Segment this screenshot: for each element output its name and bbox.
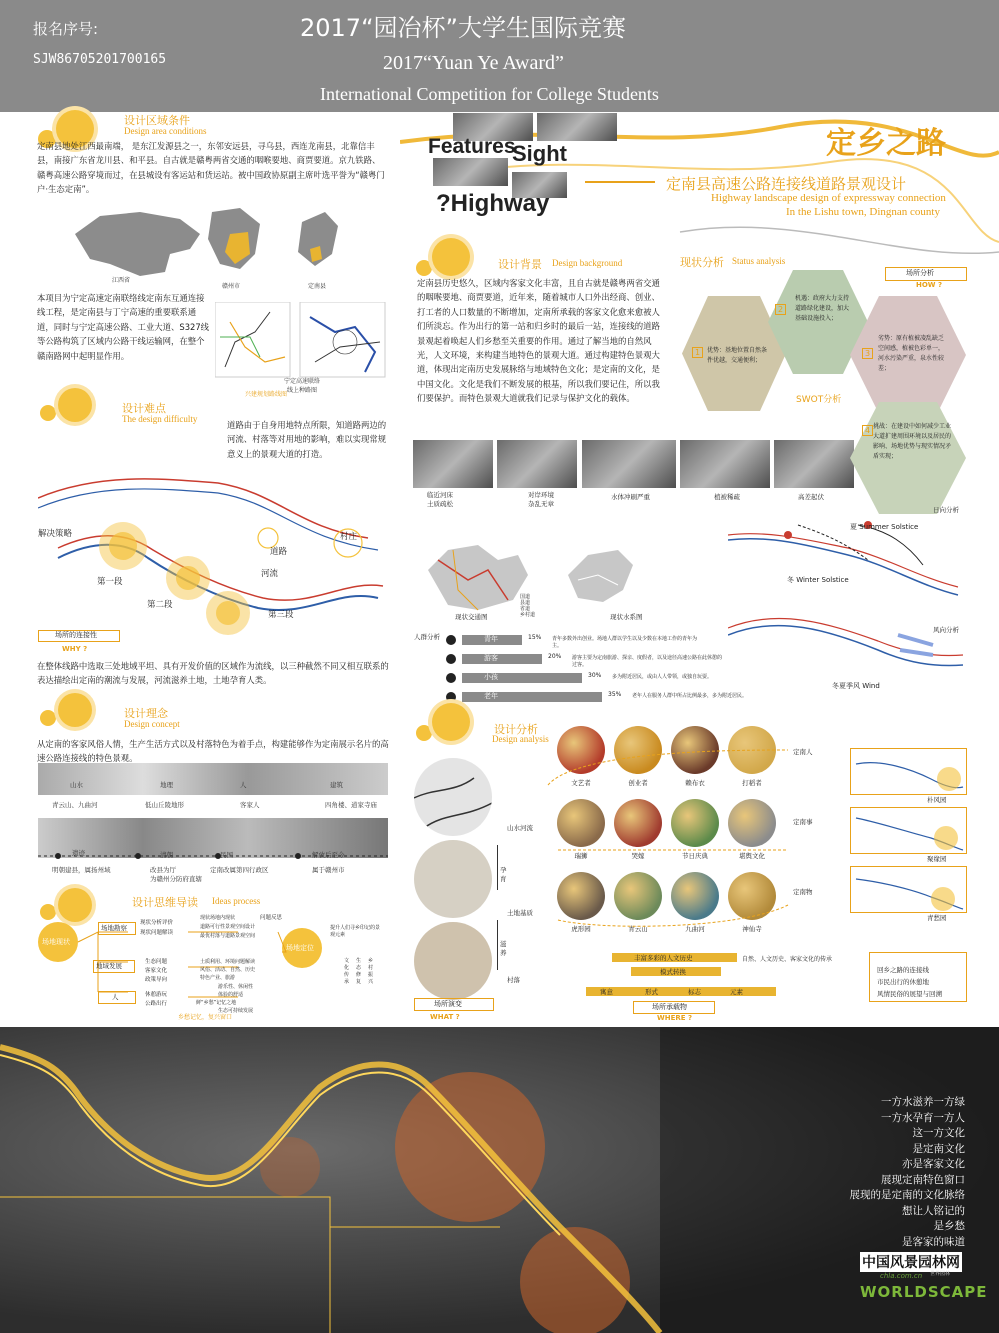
analysis-title-en: Design analysis: [492, 734, 549, 744]
background-text: 定南县历史悠久，区域内客家文化丰富，且自古就是赣粤两省交通的咽喉要地、商贾要道，近年来，随着城市人口外出经商、创业、打工者的人口数量的不断增加，定南所承载的客家文化愈来愈被人们所淡忘。作为出行的第一站和归乡时的最后一站，连接线的道路景观起着唤起人们乡愁至关重要的作用。通过了解当地的自然风光，人文环境，来构建当地特色的景观大道。通过构建特色景观大道，体现出定南历史发展脉络与地域特色文化；是定南的文化，是中国文化。文化是我们不断发展的根基，所以我们要记住，所以我们要保护。而特色景观大道就我们记录与保护文化的载体。: [417, 278, 660, 404]
carrier-label: 场所承载物: [652, 1003, 687, 1011]
arrow-line-2: [497, 920, 498, 970]
ideas-sub-3: 客家文化: [145, 968, 168, 974]
logo-brand-small: 世界园林: [930, 1271, 951, 1277]
hero-features-text: Features: [428, 135, 516, 158]
swot-text-1: 优势：基地位置自然条件优越，交通便利；: [707, 347, 768, 364]
wind-label: 冬夏季风 Wind: [832, 682, 880, 690]
culture-circle-label: 青云山: [628, 925, 648, 933]
project-subtitle-en2: In the Lishu town, Dingnan county: [786, 206, 940, 218]
crowd-desc: 青年多数外出创业。场地人群以学生以及少数在本地工作的青年为主。: [552, 636, 698, 649]
culture-circle-label: 文艺者: [571, 779, 591, 787]
flow-label-1: 丰富多彩的人文历史: [634, 954, 693, 962]
crowd-desc: 老年人在服务人群中所占比例最多，多为附近居民。: [632, 693, 748, 699]
ideas-left-node-label: 场地现状: [42, 938, 70, 946]
ideas-sub2-7: 体验的舒适: [218, 992, 244, 998]
crowd-row: [446, 652, 736, 666]
ideas-sub2-3: 土质利用、环境问题解读: [200, 959, 256, 965]
why-label: WHY ?: [62, 645, 88, 653]
status-photo-1: [413, 440, 493, 488]
right-caption-0: 朴风园: [927, 796, 947, 804]
ideas-goal-0: 问题反思: [260, 915, 283, 921]
analysis-side-2: 土地基质: [507, 909, 533, 917]
status-photo-2: [497, 440, 577, 488]
crowd-icon: [446, 635, 456, 645]
crowd-bar: [462, 654, 542, 664]
ideas-vertical-0: 文化传承: [344, 958, 350, 985]
status-photo-caption-2: 对岸环境 杂乱无章: [528, 491, 554, 508]
note-text: 回乡之路的连接线 市民出行的休憩地 风情民俗的展望与回溯: [877, 966, 942, 998]
where-label: WHERE ?: [657, 1014, 693, 1022]
background-title-en: Design background: [552, 258, 623, 268]
analysis-cat-2: 定南物: [793, 888, 813, 896]
ideas-sub2-4: 风俗、活动、自然、历史: [200, 967, 256, 973]
bullet-circle-large: [58, 388, 92, 422]
ideas-title-en: Ideas process: [212, 896, 261, 906]
poem-line-5: 展现定南特色窗口: [881, 1173, 965, 1186]
status-photo-caption-4: 植被稀疏: [714, 493, 740, 501]
poem-line-8: 是乡愁: [933, 1220, 965, 1232]
poem-line-9: 是客家的味道: [902, 1235, 965, 1248]
poem-block: [820, 1095, 965, 1250]
status-photo-3: [582, 440, 676, 488]
concept-row2b-1: 改县为厅 为赣州分防府直辖: [150, 866, 202, 883]
label-village: 村庄: [340, 532, 358, 542]
project-subtitle-cn: 定南县高速公路连接线道路景观设计: [666, 175, 907, 193]
bullet-circle-small: [40, 405, 56, 421]
bullet-circle-small: [416, 260, 432, 276]
analysis-title: 设计分析: [494, 723, 538, 736]
label-segment-1: 第一段: [97, 577, 123, 587]
concept-row1b-2: 客家人: [240, 801, 260, 809]
project-title: 定乡之路: [826, 126, 946, 161]
site-section-title-en: Design area conditions: [124, 126, 207, 136]
legend-1: 县道: [520, 600, 531, 606]
concept-row1-2: 人: [240, 781, 247, 789]
crowd-percent: 35%: [608, 691, 622, 698]
swot-label: SWOT分析: [796, 395, 842, 405]
culture-circle-label: 神仙寺: [742, 925, 762, 933]
flow-label-2: 模式转换: [660, 968, 686, 976]
poem-line-1: 一方水孕育一方人: [881, 1111, 965, 1124]
culture-circle-label: 虎形园: [571, 925, 591, 933]
legend-0: 国道: [520, 594, 531, 600]
ideas-sub2-8: 鲜“乡愁”记忆之地: [196, 1000, 237, 1006]
crowd-row: [446, 633, 736, 647]
map-label-jiangxi: 江西省: [112, 277, 131, 284]
ideas-sub2-1: 道路可行性景观空间设计: [200, 924, 256, 930]
culture-circle-label: 堪舆文化: [739, 852, 765, 860]
ideas-sub2-2: 最优村落与道路景观空间: [200, 933, 256, 939]
place-circle-1: [414, 758, 492, 836]
crowd-desc: 游客主要为定南旅游、探亲、度假者，以及途径高速公路在此休憩的过客。: [572, 655, 723, 668]
swot-num-4: 4: [862, 425, 873, 436]
swot-num-3: 3: [862, 348, 873, 359]
poem-line-3: 是定南文化: [912, 1142, 965, 1155]
ideas-sub2-5: 特色产业、旅游: [200, 975, 236, 981]
crowd-bar: [462, 673, 582, 683]
ideas-branch-0: 场地勘察: [101, 924, 127, 932]
ideas-branch-1: 地域发展: [96, 962, 122, 970]
status-title: 现状分析: [680, 256, 724, 269]
label-road: 道路: [270, 547, 288, 557]
site-description: 定南县地处江西最南端， 是东江发源县之一，东邻安远县，寻乌县，西连龙南县，北靠信丰县，南接广东省龙川县、和平县。自古就是赣粤两省交通的咽喉要地、商贾要道。京九铁路、赣粤高速公路穿境而过，在县城设有客运站和货运站。被中国政协原副主席叶选平誉为“赣粤门户·生态定南”。: [37, 141, 385, 195]
poem-line-4: 亦是客家文化: [902, 1158, 965, 1170]
winter-label: 冬 Winter Solstice: [787, 576, 849, 584]
status-photo-caption-5: 高差起伏: [798, 493, 824, 501]
swot-text-3: 劣势：原有植被凌乱缺乏空间感，植被色彩单一，河水污染严重，泉水性较差；: [878, 335, 945, 372]
concept-row1-1: 地理: [160, 781, 173, 789]
ideas-sub2-0: 现状场地内现状: [200, 915, 236, 921]
concept-strip-1: [38, 763, 388, 795]
crowd-icon: [446, 692, 456, 702]
concept-text: 从定南的客家风俗人情，生产生活方式以及村落特色为着手点，构建能够作为定南展示名片的高速公路连接线的特色景观。: [37, 739, 389, 764]
concept-row2-1: 清朝: [160, 851, 173, 859]
ideas-sub-5: 休憩游玩: [145, 992, 168, 998]
concept-title-en: Design concept: [124, 719, 180, 729]
ideas-sub-6: 公路出行: [145, 1001, 168, 1007]
logo-cn: 中国风景园林网: [860, 1252, 962, 1272]
difficulty-text: 道路由于自身用地特点所限，知道路两边的河流、村落等对用地的影响，难以实现常规意义上的景观大道的打造。: [227, 420, 387, 459]
swot-num-1: 1: [692, 347, 703, 358]
registration-label: 报名序号:: [33, 20, 99, 38]
ideas-title: 设计思维导读: [132, 896, 198, 909]
competition-title-en: 2017“Yuan Ye Award”: [383, 52, 564, 74]
swot-text-4: 挑战：在建设中如何减少工业大道扩建周围环境以及居民的影响、场地优势与现实情况矛盾实现；: [873, 423, 952, 460]
concept-row2b-2: 定南改属第四行政区: [210, 866, 269, 874]
ideas-sub-1: 现状问题解读: [140, 930, 174, 936]
ideas-vertical-2: 乡村振兴: [368, 958, 374, 985]
concept-row2b-0: 明朝建县，属扬州域: [52, 866, 111, 874]
culture-circle-label: 创业者: [628, 779, 648, 787]
arrow-line-1: [497, 845, 498, 890]
concept-row1b-3: 四角楼、道家寺庙: [325, 801, 377, 809]
mini-route-2: [850, 807, 967, 854]
ideas-sub-4: 政策导向: [145, 977, 168, 983]
ideas-vertical-1: 生态修复: [356, 958, 362, 985]
label-segment-3: 第三段: [268, 610, 294, 620]
logo-url: chla.com.cn: [880, 1272, 923, 1280]
what-label: WHAT ?: [430, 1013, 460, 1021]
crowd-bar-label: 青年: [484, 635, 498, 643]
ideas-goal-1: 提升人们寻乡印记的景观元素: [330, 925, 381, 938]
bullet-circle-small: [416, 725, 432, 741]
elem-3: 元素: [730, 988, 743, 996]
analysis-side-0: 山水河流: [507, 824, 533, 832]
swot-num-2: 2: [775, 304, 786, 315]
site-section-title: 设计区域条件: [124, 114, 190, 127]
culture-circle-label: 赖布衣: [685, 779, 705, 787]
flow-side-label: 自然、人文历史、客家文化的传承: [742, 956, 833, 963]
crowd-icon: [446, 654, 456, 664]
right-caption-2: 青愁园: [927, 914, 947, 922]
concept-row2-2: 民国: [220, 851, 233, 859]
concept-row1b-1: 低山丘陵地形: [145, 801, 184, 809]
concept-row1-3: 建筑: [330, 781, 343, 789]
crowd-row: [446, 671, 736, 685]
label-river: 河流: [261, 569, 279, 579]
elem-2: 标志: [688, 988, 701, 996]
concept-title: 设计理念: [124, 707, 168, 720]
crowd-bar-label: 游客: [484, 654, 498, 662]
concept-row2-3: 解放后至今: [312, 851, 345, 859]
ideas-right-node-label: 场地定位: [286, 944, 314, 952]
elements-bar: [586, 987, 776, 996]
crowd-percent: 30%: [588, 672, 602, 679]
ideas-footer: 乡愁记忆，复兴窗口: [178, 1014, 233, 1021]
ideas-sub-2: 生态问题: [145, 959, 168, 965]
crowd-percent: 20%: [548, 653, 562, 660]
crowd-icon: [446, 673, 456, 683]
ideas-sub-0: 现状分析评价: [140, 920, 174, 926]
project-subtitle-en1: Highway landscape design of expressway connection: [711, 192, 946, 204]
analysis-cat-1: 定南事: [793, 818, 813, 826]
map-label-ganzhou: 赣州市: [222, 283, 241, 290]
wind-analysis-label: 风向分析: [933, 626, 959, 634]
poem-line-2: 这一方文化: [912, 1127, 965, 1139]
ideas-branch-2: 人: [112, 993, 119, 1001]
crowd-percent: 15%: [528, 634, 542, 641]
connect-label: 场所的连接性: [55, 631, 97, 639]
place-circle-3: [414, 922, 492, 1000]
mini-route-3: [850, 866, 967, 913]
crowd-bar-label: 小孩: [484, 673, 498, 681]
label-segment-2: 第二段: [147, 600, 173, 610]
hero-photo-3: [433, 158, 508, 186]
poem-line-6: 展现的是定南的文化脉络: [849, 1189, 965, 1201]
hero-sight-text: Sight: [512, 141, 567, 166]
registration-number: SJW86705201700165: [33, 52, 167, 67]
legend-3: 乡村道: [520, 612, 536, 618]
bullet-circle-small: [40, 710, 56, 726]
sun-analysis-label: 日向分析: [933, 506, 959, 514]
right-caption-1: 聚缘园: [927, 855, 947, 863]
legend-2: 省道: [520, 606, 531, 612]
poem-line-0: 一方水滋养一方绿: [881, 1096, 965, 1108]
project-description: 本项目为宁定高速定南联络线定南东互通连接线工程，是定南县与丁宁高速的重要联系通道，同时与宁定高速公路、工业大道、S327线等公路构筑了区域内公路干线运输网，在整个赣南路网中起明显作用。: [37, 293, 210, 361]
subtitle-rule: [585, 181, 655, 183]
sun-wind-diagrams: [728, 515, 968, 690]
label-strategy: 解决策略: [38, 529, 73, 539]
status-photo-caption-1: 临近河床 土质疏松: [427, 491, 453, 508]
hero-highway-text: ?Highway: [436, 190, 550, 217]
culture-circle-label: 打稻者: [742, 779, 762, 787]
crowd-row: [446, 690, 748, 704]
route-maps: [215, 302, 390, 387]
concept-row1-0: 山水: [70, 781, 83, 789]
crowd-title: 人群分析: [414, 633, 440, 641]
crowd-bar: [462, 692, 602, 702]
elem-0: 寓意: [600, 988, 613, 996]
poem-line-7: 想让人铭记的: [902, 1204, 965, 1217]
status-photo-5: [774, 440, 854, 488]
bullet-circle-large: [432, 703, 470, 741]
site-analysis-label: 场所分析: [906, 269, 934, 277]
difficulty-title-en: The design difficulty: [122, 414, 198, 424]
place-change-label: 场所演变: [434, 1000, 462, 1008]
traffic-water-maps: [418, 530, 718, 620]
map-legend: [520, 594, 535, 618]
competition-title-cn: 2017“园冶杯”大学生国际竞赛: [300, 14, 626, 42]
water-map-label: 现状水系图: [610, 613, 643, 621]
ideas-sub2-6: 游乐性、休闲性: [218, 984, 254, 990]
mini-route-1: [850, 748, 967, 795]
swot-text-2: 机遇：政府大力支持道路绿化建设，加大基础设施投入；: [795, 295, 850, 322]
bullet-circle-large: [58, 693, 92, 727]
traffic-map-label: 现状交通图: [455, 613, 488, 621]
route-segment-diagram: [38, 468, 393, 638]
logo-worldscape: WORLDSCAPE: [860, 1283, 988, 1301]
culture-circle-label: 瑞狮: [574, 852, 588, 860]
analysis-side-1: 孕育: [500, 866, 507, 883]
culture-circle-label: 九曲河: [685, 925, 705, 933]
competition-subtitle-en: International Competition for College Students: [320, 84, 659, 104]
bullet-circle-large: [432, 238, 470, 276]
ideas-sub2-9: 生态可持续发展: [218, 1008, 254, 1014]
place-circle-2: [414, 840, 492, 918]
map-label-dingnan: 定南县: [308, 283, 327, 290]
status-photo-caption-3: 水体冲刷严重: [611, 493, 650, 501]
background-title: 设计背景: [498, 258, 542, 271]
route-caption: 宁定高速联络 线上种路图: [284, 378, 321, 394]
difficulty-bottom-text: 在整体线路中选取三处地域平坦、具有开发价值的区域作为流线，以三种截然不同又相互联系的表达描绘出定南的潮流与发展，河流滋养土地，土地孕育人类。: [37, 661, 389, 686]
culture-connectors: [538, 730, 808, 945]
analysis-side-3: 滋养: [500, 940, 507, 957]
how-label: HOW ?: [916, 281, 943, 289]
summer-label: 夏 Summer Solstice: [850, 523, 919, 531]
route-caption-2: 兴建规划路线图: [245, 391, 288, 398]
crowd-bar-label: 老年: [484, 692, 498, 700]
status-photo-4: [680, 440, 770, 488]
crowd-desc: 多为附近居民，或由人人带领，或独自玩耍。: [612, 674, 713, 680]
analysis-side-4: 村落: [507, 976, 520, 984]
culture-circle-label: 节日庆典: [682, 852, 708, 860]
concept-row1b-0: 青云山、九曲河: [52, 801, 98, 809]
status-title-en: Status analysis: [732, 256, 786, 266]
culture-circle-label: 哭嫁: [631, 852, 645, 860]
hero-photo-2: [537, 113, 617, 141]
analysis-cat-0: 定南人: [793, 748, 813, 756]
elem-1: 形式: [645, 988, 658, 996]
concept-row2-0: 遗迹: [72, 849, 85, 857]
difficulty-title: 设计难点: [122, 402, 166, 415]
concept-row2b-3: 属于赣州市: [312, 866, 345, 874]
